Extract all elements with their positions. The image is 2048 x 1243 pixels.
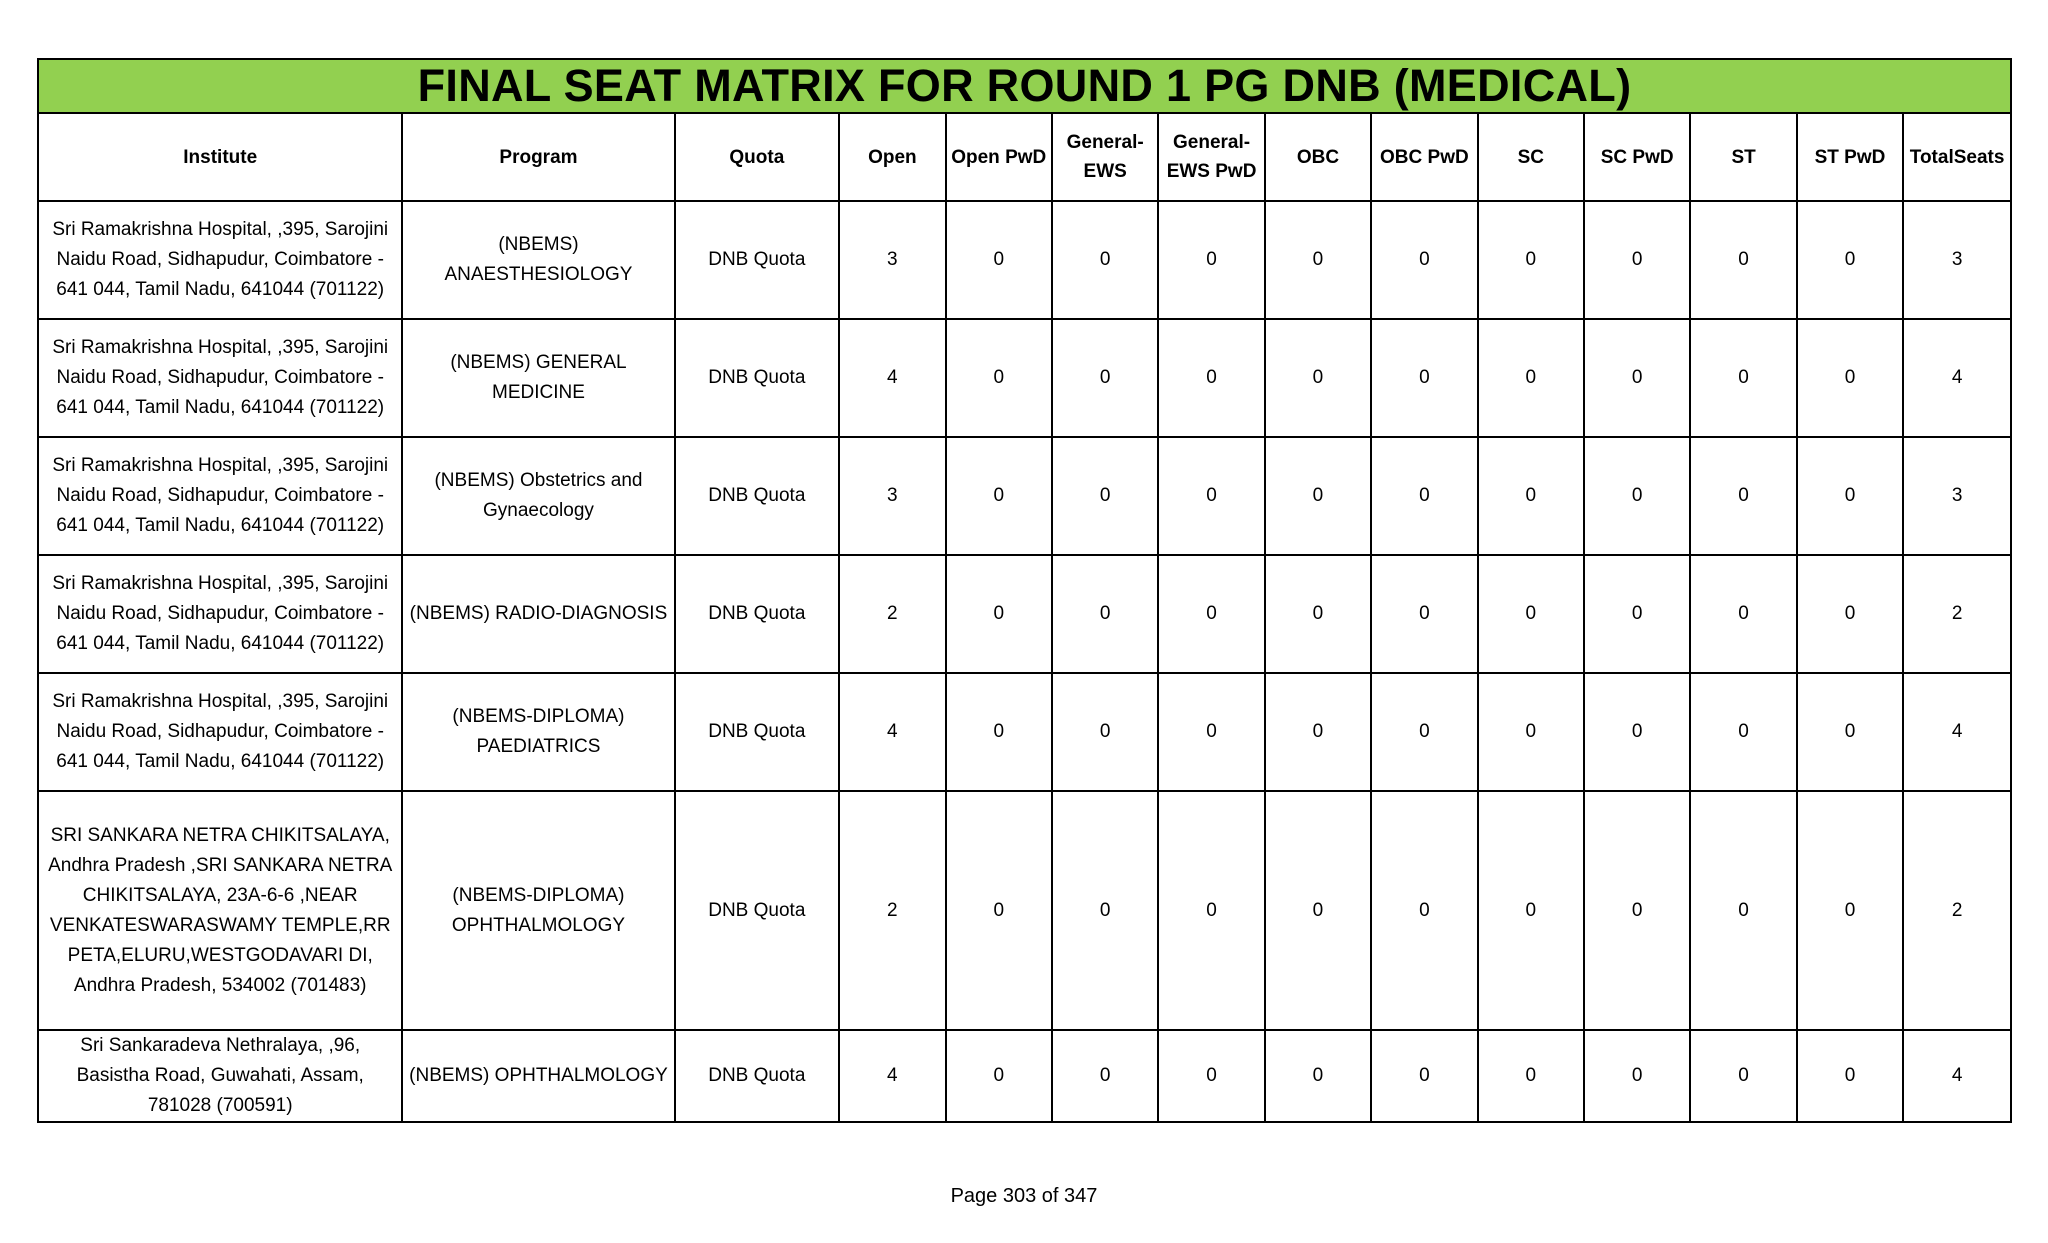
cell-general-ews: 0 bbox=[1052, 555, 1158, 673]
cell-sc-pwd: 0 bbox=[1584, 555, 1690, 673]
cell-program: (NBEMS-DIPLOMA) OPHTHALMOLOGY bbox=[402, 791, 674, 1030]
cell-total-seats: 4 bbox=[1903, 673, 2011, 791]
cell-st: 0 bbox=[1690, 673, 1796, 791]
cell-sc: 0 bbox=[1478, 437, 1584, 555]
column-header-st-pwd: ST PwD bbox=[1797, 113, 1903, 201]
cell-st: 0 bbox=[1690, 319, 1796, 437]
cell-general-ews: 0 bbox=[1052, 201, 1158, 319]
cell-sc-pwd: 0 bbox=[1584, 1030, 1690, 1122]
cell-st-pwd: 0 bbox=[1797, 319, 1903, 437]
cell-open: 3 bbox=[839, 201, 945, 319]
column-header-total-seats: TotalSeats bbox=[1903, 113, 2011, 201]
cell-sc: 0 bbox=[1478, 673, 1584, 791]
cell-general-ews: 0 bbox=[1052, 319, 1158, 437]
cell-general-ews-pwd: 0 bbox=[1158, 673, 1264, 791]
cell-quota: DNB Quota bbox=[675, 201, 840, 319]
cell-total-seats: 2 bbox=[1903, 555, 2011, 673]
column-header-sc: SC bbox=[1478, 113, 1584, 201]
cell-open-pwd: 0 bbox=[946, 319, 1052, 437]
cell-st-pwd: 0 bbox=[1797, 673, 1903, 791]
cell-st-pwd: 0 bbox=[1797, 437, 1903, 555]
cell-total-seats: 2 bbox=[1903, 791, 2011, 1030]
cell-total-seats: 4 bbox=[1903, 319, 2011, 437]
cell-program: (NBEMS) ANAESTHESIOLOGY bbox=[402, 201, 674, 319]
cell-general-ews-pwd: 0 bbox=[1158, 201, 1264, 319]
cell-obc: 0 bbox=[1265, 555, 1371, 673]
cell-sc: 0 bbox=[1478, 319, 1584, 437]
cell-open: 4 bbox=[839, 319, 945, 437]
table-row bbox=[38, 201, 2011, 319]
table-row bbox=[38, 437, 2011, 555]
cell-obc: 0 bbox=[1265, 791, 1371, 1030]
table-row bbox=[38, 673, 2011, 791]
cell-open-pwd: 0 bbox=[946, 791, 1052, 1030]
table-row bbox=[38, 791, 2011, 1030]
cell-st-pwd: 0 bbox=[1797, 201, 1903, 319]
cell-general-ews: 0 bbox=[1052, 673, 1158, 791]
cell-open-pwd: 0 bbox=[946, 673, 1052, 791]
cell-quota: DNB Quota bbox=[675, 1030, 840, 1122]
cell-open: 3 bbox=[839, 437, 945, 555]
cell-institute: Sri Sankaradeva Nethralaya, ,96, Basistha Road, Guwahati, Assam, 781028 (700591) bbox=[38, 1030, 402, 1122]
cell-obc: 0 bbox=[1265, 673, 1371, 791]
cell-obc-pwd: 0 bbox=[1371, 1030, 1477, 1122]
cell-open-pwd: 0 bbox=[946, 437, 1052, 555]
cell-open-pwd: 0 bbox=[946, 201, 1052, 319]
cell-st: 0 bbox=[1690, 1030, 1796, 1122]
cell-obc-pwd: 0 bbox=[1371, 673, 1477, 791]
cell-st: 0 bbox=[1690, 555, 1796, 673]
cell-institute: Sri Ramakrishna Hospital, ,395, Sarojini Naidu Road, Sidhapudur, Coimbatore - 641 044, Tamil Nadu, 641044 (701122) bbox=[38, 437, 402, 555]
cell-sc: 0 bbox=[1478, 1030, 1584, 1122]
cell-general-ews: 0 bbox=[1052, 1030, 1158, 1122]
cell-sc: 0 bbox=[1478, 791, 1584, 1030]
cell-sc-pwd: 0 bbox=[1584, 437, 1690, 555]
column-header-st: ST bbox=[1690, 113, 1796, 201]
cell-general-ews-pwd: 0 bbox=[1158, 437, 1264, 555]
cell-institute: Sri Ramakrishna Hospital, ,395, Sarojini Naidu Road, Sidhapudur, Coimbatore - 641 044, Tamil Nadu, 641044 (701122) bbox=[38, 319, 402, 437]
table-row bbox=[38, 1030, 2011, 1122]
page-number: Page 303 of 347 bbox=[950, 1185, 1098, 1207]
cell-program: (NBEMS) OPHTHALMOLOGY bbox=[402, 1030, 674, 1122]
cell-institute: Sri Ramakrishna Hospital, ,395, Sarojini Naidu Road, Sidhapudur, Coimbatore - 641 044, Tamil Nadu, 641044 (701122) bbox=[38, 555, 402, 673]
column-header-quota: Quota bbox=[675, 113, 840, 201]
cell-obc: 0 bbox=[1265, 201, 1371, 319]
cell-general-ews: 0 bbox=[1052, 437, 1158, 555]
column-header-open: Open bbox=[839, 113, 945, 201]
column-header-sc-pwd: SC PwD bbox=[1584, 113, 1690, 201]
column-header-program: Program bbox=[402, 113, 674, 201]
cell-open: 4 bbox=[839, 1030, 945, 1122]
cell-obc-pwd: 0 bbox=[1371, 555, 1477, 673]
cell-program: (NBEMS) Obstetrics and Gynaecology bbox=[402, 437, 674, 555]
cell-institute: Sri Ramakrishna Hospital, ,395, Sarojini Naidu Road, Sidhapudur, Coimbatore - 641 044, Tamil Nadu, 641044 (701122) bbox=[38, 673, 402, 791]
cell-obc: 0 bbox=[1265, 319, 1371, 437]
cell-quota: DNB Quota bbox=[675, 555, 840, 673]
cell-sc-pwd: 0 bbox=[1584, 319, 1690, 437]
cell-st: 0 bbox=[1690, 201, 1796, 319]
table-row bbox=[38, 319, 2011, 437]
column-header-obc-pwd: OBC PwD bbox=[1371, 113, 1477, 201]
cell-total-seats: 3 bbox=[1903, 201, 2011, 319]
cell-institute: Sri Ramakrishna Hospital, ,395, Sarojini Naidu Road, Sidhapudur, Coimbatore - 641 044, Tamil Nadu, 641044 (701122) bbox=[38, 201, 402, 319]
cell-general-ews-pwd: 0 bbox=[1158, 555, 1264, 673]
cell-obc-pwd: 0 bbox=[1371, 201, 1477, 319]
cell-obc: 0 bbox=[1265, 437, 1371, 555]
header-row bbox=[38, 113, 2011, 201]
cell-obc-pwd: 0 bbox=[1371, 437, 1477, 555]
table-row bbox=[38, 555, 2011, 673]
cell-st-pwd: 0 bbox=[1797, 791, 1903, 1030]
cell-open-pwd: 0 bbox=[946, 1030, 1052, 1122]
cell-quota: DNB Quota bbox=[675, 791, 840, 1030]
cell-open: 4 bbox=[839, 673, 945, 791]
title-row bbox=[38, 59, 2011, 113]
cell-open-pwd: 0 bbox=[946, 555, 1052, 673]
cell-sc: 0 bbox=[1478, 201, 1584, 319]
cell-obc-pwd: 0 bbox=[1371, 791, 1477, 1030]
cell-general-ews-pwd: 0 bbox=[1158, 319, 1264, 437]
column-header-general-ews-pwd: General-EWS PwD bbox=[1158, 113, 1264, 201]
cell-program: (NBEMS) RADIO-DIAGNOSIS bbox=[402, 555, 674, 673]
cell-st-pwd: 0 bbox=[1797, 1030, 1903, 1122]
cell-general-ews-pwd: 0 bbox=[1158, 791, 1264, 1030]
column-header-general-ews: General-EWS bbox=[1052, 113, 1158, 201]
cell-total-seats: 4 bbox=[1903, 1030, 2011, 1122]
cell-sc-pwd: 0 bbox=[1584, 201, 1690, 319]
cell-quota: DNB Quota bbox=[675, 437, 840, 555]
cell-general-ews-pwd: 0 bbox=[1158, 1030, 1264, 1122]
column-header-obc: OBC bbox=[1265, 113, 1371, 201]
seat-matrix-table bbox=[37, 58, 2012, 1123]
seat-matrix-sheet bbox=[37, 58, 2012, 1123]
page-title: FINAL SEAT MATRIX FOR ROUND 1 PG DNB (MEDICAL) bbox=[38, 59, 2011, 113]
cell-sc-pwd: 0 bbox=[1584, 673, 1690, 791]
cell-quota: DNB Quota bbox=[675, 673, 840, 791]
cell-obc-pwd: 0 bbox=[1371, 319, 1477, 437]
cell-general-ews: 0 bbox=[1052, 791, 1158, 1030]
cell-program: (NBEMS) GENERAL MEDICINE bbox=[402, 319, 674, 437]
cell-st-pwd: 0 bbox=[1797, 555, 1903, 673]
cell-institute: SRI SANKARA NETRA CHIKITSALAYA, Andhra Pradesh ,SRI SANKARA NETRA CHIKITSALAYA, 23A-6-6 ,NEAR VENKATESWARASWAMY TEMPLE,RR PETA,ELURU,WESTGODAVARI DI, Andhra Pradesh, 534002 (701483) bbox=[38, 791, 402, 1030]
cell-open: 2 bbox=[839, 555, 945, 673]
cell-total-seats: 3 bbox=[1903, 437, 2011, 555]
cell-sc: 0 bbox=[1478, 555, 1584, 673]
cell-sc-pwd: 0 bbox=[1584, 791, 1690, 1030]
cell-obc: 0 bbox=[1265, 1030, 1371, 1122]
cell-quota: DNB Quota bbox=[675, 319, 840, 437]
cell-st: 0 bbox=[1690, 437, 1796, 555]
cell-st: 0 bbox=[1690, 791, 1796, 1030]
column-header-institute: Institute bbox=[38, 113, 402, 201]
cell-open: 2 bbox=[839, 791, 945, 1030]
column-header-open-pwd: Open PwD bbox=[946, 113, 1052, 201]
cell-program: (NBEMS-DIPLOMA) PAEDIATRICS bbox=[402, 673, 674, 791]
